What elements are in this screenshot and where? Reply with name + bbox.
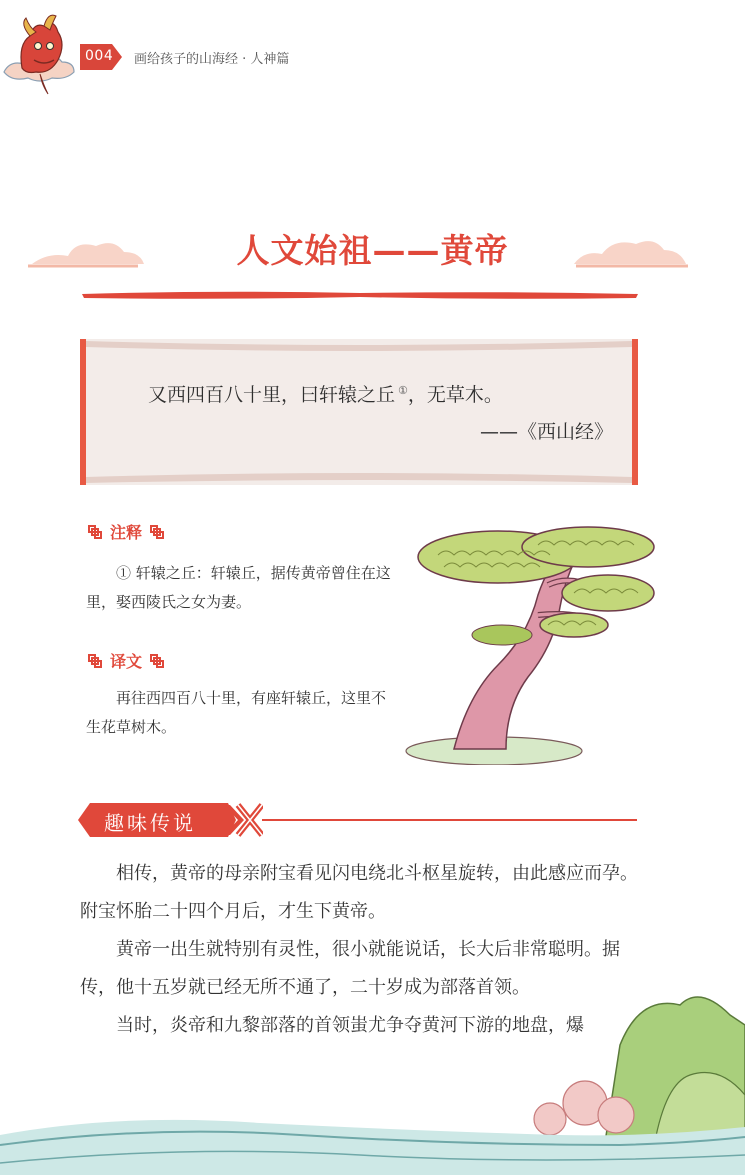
book-title: 画给孩子的山海经 · 人神篇 — [134, 52, 290, 67]
knot-icon — [148, 523, 166, 541]
cloud-icon — [570, 232, 688, 272]
dragon-head-icon — [0, 8, 78, 98]
notes-heading: 注释 — [86, 520, 166, 543]
story-paragraph: 相传，黄帝的母亲附宝看见闪电绕北斗枢星旋转，由此感应而孕。附宝怀胎二十四个月后，才生下黄帝。 — [80, 863, 638, 922]
notes-body: ① 轩辕之丘：轩辕丘，据传黄帝曾住在这里，娶西陵氏之女为妻。 — [86, 564, 391, 611]
knot-icon — [86, 523, 104, 541]
quote-scroll — [80, 339, 638, 485]
quote-source: ——《西山经》 — [480, 421, 614, 443]
knot-icon — [86, 652, 104, 670]
pine-tree-illustration — [398, 515, 660, 765]
story-paragraph: 黄帝一出生就特别有灵性，很小就能说话，长大后非常聪明。据传，他十五岁就已经无所不通了，二十岁成为部落首领。 — [80, 939, 620, 998]
page-number: 004 — [85, 48, 114, 64]
quote-text: 又西四百八十里，曰轩辕之丘 ①，无草木。 — [148, 383, 503, 406]
mountain-landscape-illustration — [0, 985, 745, 1175]
translation-body: 再往西四百八十里，有座轩辕丘，这里不生花草树木。 — [86, 689, 387, 736]
legend-divider — [262, 819, 637, 821]
legend-heading: 趣味传说 — [104, 811, 196, 835]
page-title: 人文始祖——黄帝 — [236, 231, 509, 270]
knot-icon — [148, 652, 166, 670]
brush-divider — [80, 288, 640, 302]
legend-banner — [78, 803, 263, 837]
translation-heading: 译文 — [86, 649, 166, 672]
page-number-badge — [80, 44, 124, 70]
footnote-mark: ① — [398, 383, 408, 397]
story-paragraph: 当时，炎帝和九黎部落的首领蚩尤争夺黄河下游的地盘，爆 — [116, 1015, 584, 1036]
